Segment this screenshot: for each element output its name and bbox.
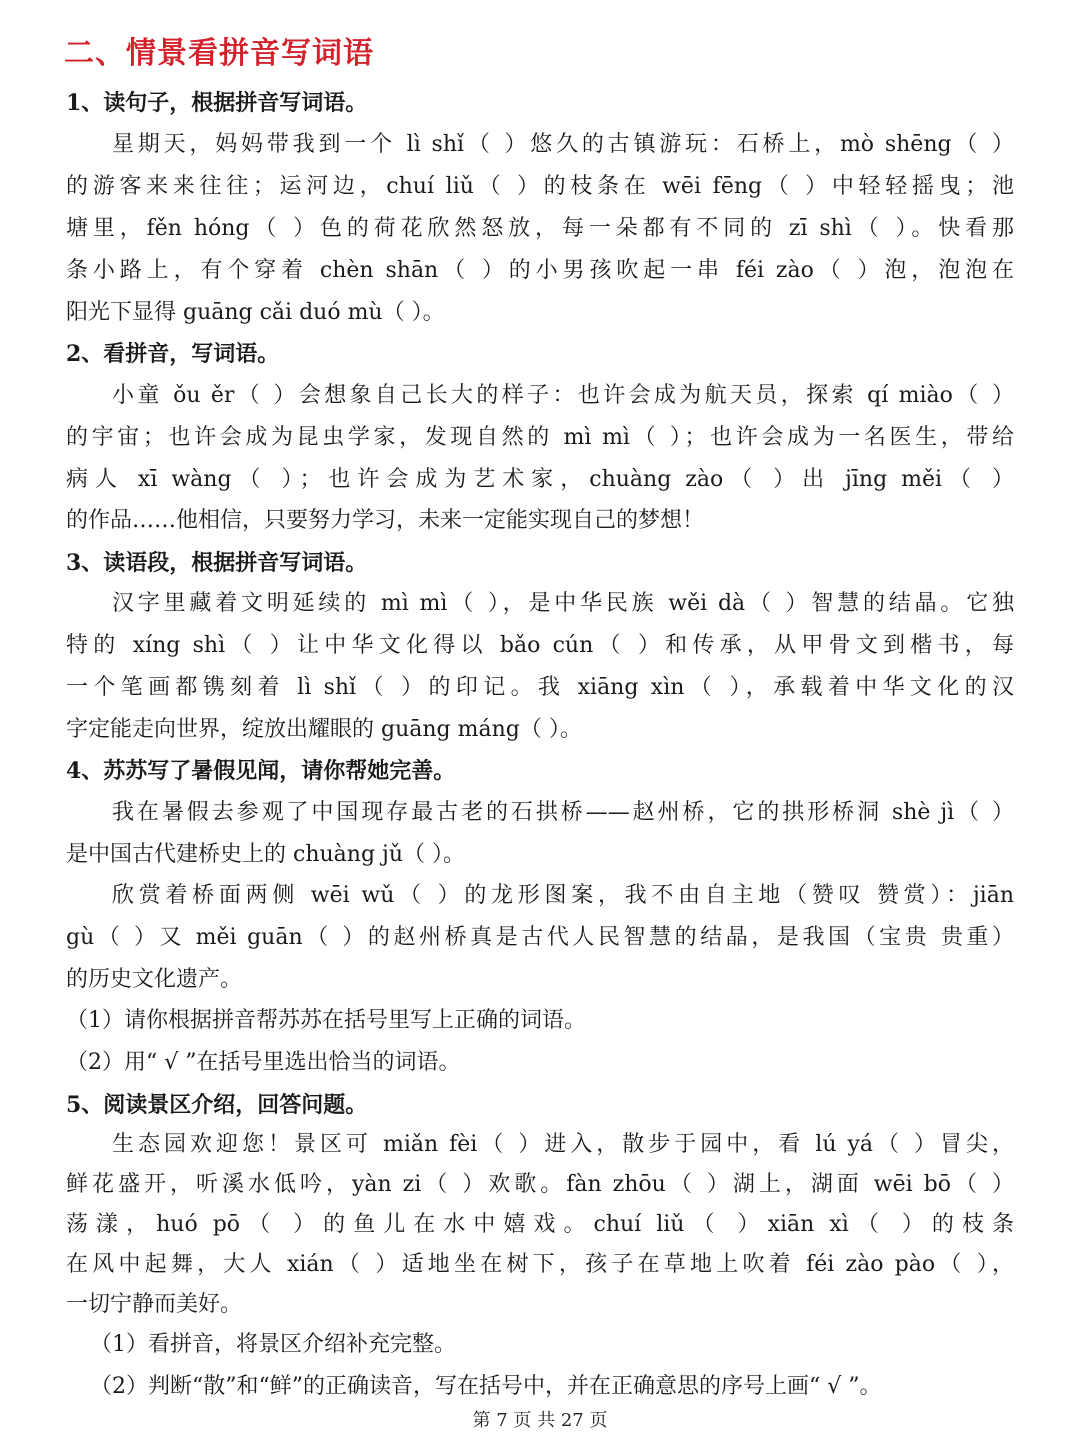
question-2-line: 病人 xī wàng（ ）；也许会成为艺术家，chuàng zào（ ）出 jīng měi（ ）	[66, 467, 1014, 492]
section-title: 二、情景看拼音写词语	[64, 36, 374, 71]
question-1-heading: 1、读句子，根据拼音写词语。	[66, 90, 368, 116]
question-3-line: 特的 xíng shì（ ）让中华文化得以 bǎo cún（ ）和传承，从甲骨文到楷书，每	[66, 633, 1014, 658]
question-5-line: 荡漾，huó pō（ ）的鱼儿在水中嬉戏。chuí liǔ（ ）xiān xì（ ）的枝条	[66, 1212, 1014, 1237]
question-2-line: 小童 ǒu ěr（ ）会想象自己长大的样子：也许会成为航天员，探索 qí miào（ ）	[112, 383, 1014, 408]
question-3-heading: 3、读语段，根据拼音写词语。	[66, 550, 368, 576]
page-number-footer: 第 7 页 共 27 页	[472, 1410, 608, 1431]
question-5-heading: 5、阅读景区介绍，回答问题。	[66, 1092, 368, 1118]
question-3-line: 汉字里藏着文明延续的 mì mì（ ），是中华民族 wěi dà（ ）智慧的结晶。它独	[112, 591, 1014, 616]
question-4-line: 欣赏着桥面两侧 wēi wǔ（ ）的龙形图案，我不由自主地（赞叹 赞赏）：jiān	[112, 883, 1014, 908]
question-1-line: 条小路上，有个穿着 chèn shān（ ）的小男孩吹起一串 féi zào（ ）泡，泡泡在	[66, 258, 1014, 283]
question-2-heading: 2、看拼音，写词语。	[66, 341, 280, 367]
question-1-line: 星期天，妈妈带我到一个 lì shǐ（ ）悠久的古镇游玩：石桥上，mò shēng（ ）	[112, 132, 1014, 157]
question-4-line: 是中国古代建桥史上的 chuàng jǔ（ ）。	[66, 842, 465, 867]
question-4-heading: 4、苏苏写了暑假见闻，请你帮她完善。	[66, 758, 456, 784]
question-5-line: 在风中起舞，大人 xián（ ）适地坐在树下，孩子在草地上吹着 féi zào pào（ ），	[66, 1252, 1014, 1277]
question-5-line: 鲜花盛开，听溪水低吟，yàn zi（ ）欢歌。fàn zhōu（ ）湖上，湖面 wēi bō（ ）	[66, 1172, 1014, 1197]
question-5-subtask: （2）判断“散”和“鲜”的正确读音，写在括号中，并在正确意思的序号上画“ √ ”。	[90, 1374, 882, 1399]
question-4-subtask: （1）请你根据拼音帮苏苏在括号里写上正确的词语。	[66, 1008, 586, 1033]
question-5-subtask: （1）看拼音，将景区介绍补充完整。	[90, 1332, 456, 1357]
question-1-line: 的游客来来往往；运河边，chuí liǔ（ ）的枝条在 wēi fēng（ ）中轻轻摇曳；池	[66, 174, 1014, 199]
question-4-line: 我在暑假去参观了中国现存最古老的石拱桥——赵州桥，它的拱形桥洞 shè jì（ ）	[112, 800, 1014, 825]
question-1-line: 塘里，fěn hóng（ ）色的荷花欣然怒放，每一朵都有不同的 zī shì（ ）。快看那	[66, 216, 1014, 241]
question-5-line: 生态园欢迎您！景区可 miǎn fèi（ ）进入，散步于园中，看 lú yá（ ）冒尖，	[112, 1132, 1014, 1157]
question-4-subtask: （2）用“ √ ”在括号里选出恰当的词语。	[66, 1050, 461, 1075]
question-3-line: 字定能走向世界，绽放出耀眼的 guāng máng（ ）。	[66, 717, 582, 742]
question-2-line: 的宇宙；也许会成为昆虫学家，发现自然的 mì mì（ ）；也许会成为一名医生，带给	[66, 425, 1014, 450]
question-1-line: 阳光下显得 guāng cǎi duó mù（ ）。	[66, 300, 445, 325]
question-3-line: 一个笔画都镌刻着 lì shǐ（ ）的印记。我 xiāng xìn（ ），承载着中华文化的汉	[66, 675, 1014, 700]
question-5-line: 一切宁静而美好。	[66, 1292, 243, 1317]
question-4-line: 的历史文化遗产。	[66, 967, 243, 992]
question-4-line: gù（ ）又 měi guān（ ）的赵州桥真是古代人民智慧的结晶，是我国（宝贵 贵重）	[66, 925, 1014, 950]
question-2-line: 的作品……他相信，只要努力学习，未来一定能实现自己的梦想！	[66, 508, 705, 533]
